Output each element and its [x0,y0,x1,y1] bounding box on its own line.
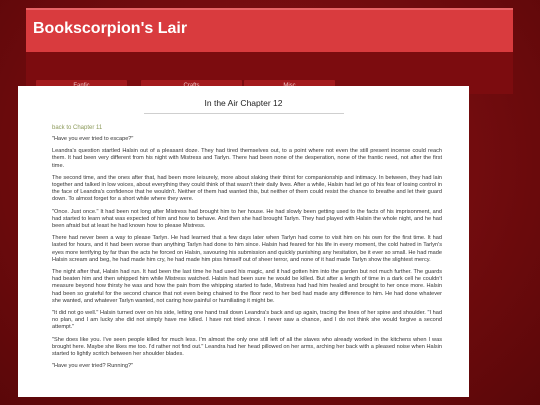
site-header [26,8,513,52]
story-text [52,136,442,370]
story-content [18,86,469,397]
story-paragraph: "Once. Just once." It had been not long after Mistress had brought him to her house. He had slowly been getting used to the facts of his imprisonment, and had started to learn what was expected of him and how to behave. And then she had brought Tarlyn. They had played with Halsin the whole night, and he had been afraid but at least he had known how to please Mistress. [52,208,442,230]
chapter-title: In the Air Chapter 12 [204,98,283,108]
story-paragraph: The second time, and the ones after that, had been more leisurely, more about slaking their thirst for companionship and intimacy. In between, they had lain together and talked in low voices, about everything they could think of that wasn't their daily lives. After a while, Halsin had let go of his fear of losing control in the face of Leandra's confidence that he wouldn't. Neither of them had wanted this, but neither of them could resist the chance to breathe and let their guard down. To almost forget for a short while where they were. [52,174,442,203]
story-paragraph: There had never been a way to please Tarlyn. He had learned that a few days later when Tarlyn had come to visit him on his own for the first time. It had lasted for hours, and it had been worse than anything Tarlyn had done to him since. Halsin had feared for his life in every moment, the cold hatred in Tarlyn's eyes more terrifying by far than the acts he forced on Halsin, savouring his submission and quickly punishing any hesitation, be it ever so small. He had made Halsin scream and beg, he had made him cry, he had made him piss himself out of sheer terror, and none of it had made Tarlyn show the slightest mercy. [52,235,442,263]
back-to-chapter-link[interactable]: back to Chapter 11 [52,125,103,131]
story-paragraph: The night after that, Halsin had run. It had been the last time he had used his magic, and it had gotten him into the garden but not much further. The guards had beaten him and then whipped him while Mistress watched. Halsin had been sure he would be killed. But after a length of time in a dark cell he couldn't measure beyond how thirsty he was and how the pain from the whipping started to fade, Mistress had had him healed and brought to her once more. Halsin had been so grateful for the second chance that not even being chained to the floor next to her bed had made any difference to him. He had done whatever she wanted, and whatever Tarlyn wanted, not caring how painful or humiliating it might be. [52,269,442,304]
story-paragraph: "Have you ever tried to escape?" [52,136,134,142]
story-paragraph: "Have you ever tried? Running?" [52,363,134,370]
story-paragraph: "It did not go well." Halsin turned over on his side, letting one hand trail down Leandra's back and up again, tracing the lines of her spine and shoulder. "I had no plan, and I am lucky she did not simply have me killed. I have not tried since. I never saw a chance, and I do not think she would forgive a second attempt." [52,310,442,331]
title-divider [144,113,344,114]
story-paragraph: Leandra's question startled Halsin out of a pleasant doze. They had tired themselves out, to a point where not even the still present incense could reach them. It had been very different from his night with Mistress and Tarlyn. There had been none of the desperation, none of the frantic need, not after the first time. [52,148,442,169]
header-banner [26,52,513,78]
story-paragraph: "She does like you. I've seen people killed for much less. I'm almost the only one still left of all the slaves who already worked in the kitchens when I was brought here. Maybe she likes me too. I'd rather not find out." Leandra had her head pillowed on her arms, arching her back with a pleased noise when Halsin started to lightly scritch between her shoulder blades. [52,336,442,358]
site-title-link[interactable]: Bookscorpion's Lair [33,20,188,37]
